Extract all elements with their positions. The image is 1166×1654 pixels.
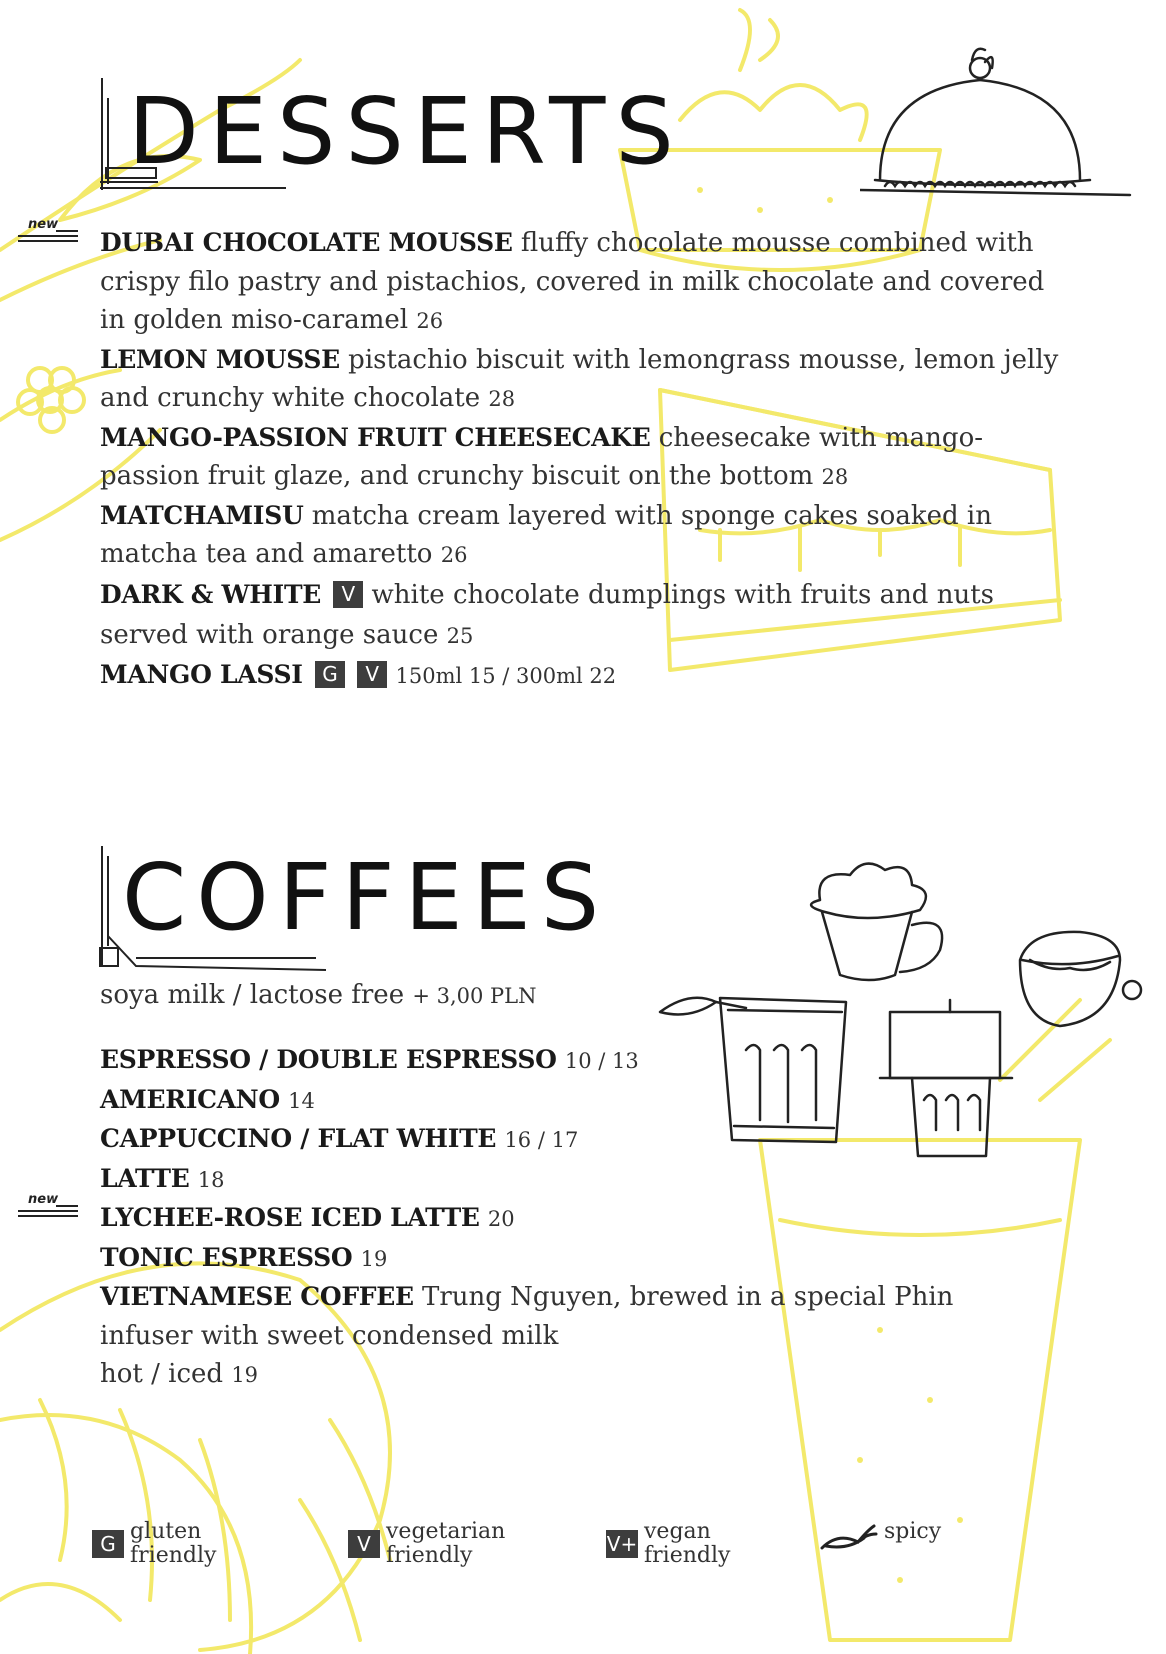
coffee-item (100, 1081, 1020, 1121)
item-desc: cheesecake with mango-passion fruit glaze, and crunchy biscuit on the bottom (100, 422, 984, 491)
vegan-badge: V+ (606, 1532, 638, 1556)
item-variants: hot / iced (100, 1359, 224, 1389)
vegetarian-badge: V (357, 661, 387, 688)
gluten-badge: G (92, 1530, 124, 1558)
vegetarian-badge: V (333, 581, 363, 608)
item-name: MANGO-PASSION FRUIT CHEESECAKE (100, 422, 651, 452)
item-name: LATTE (100, 1163, 190, 1193)
item-name: LYCHEE-ROSE ICED LATTE (100, 1203, 480, 1232)
item-desc: pistachio biscuit with lemongrass mousse, lemon jelly and crunchy white chocolate (100, 344, 1059, 413)
coffee-item (100, 1278, 1020, 1395)
item-desc: matcha cream layered with sponge cakes soaked in matcha tea and amaretto (100, 500, 992, 569)
dessert-item (100, 419, 1075, 497)
dessert-item (28, 217, 1075, 341)
coffee-item (100, 1239, 1020, 1279)
item-price: 25 (446, 623, 474, 648)
item-price: 19 (360, 1246, 388, 1271)
dessert-item (100, 341, 1075, 419)
item-price: 26 (440, 543, 468, 567)
item-name: DUBAI CHOCOLATE MOUSSE (100, 228, 513, 257)
desserts-list (28, 217, 1075, 695)
new-icon (16, 216, 82, 250)
new-icon (16, 1191, 82, 1225)
item-desc: fluffy chocolate mousse combined with crispy filo pastry and pistachios, covered in milk chocolate and covered in golden miso-caramel (100, 228, 1045, 335)
item-price: 18 (197, 1167, 225, 1192)
item-desc: Trung Nguyen, brewed in a special Phin infuser with sweet condensed milk (100, 1282, 954, 1351)
item-desc: white chocolate dumplings with fruits and nuts served with orange sauce (100, 579, 994, 650)
item-name: MANGO LASSI (100, 659, 303, 689)
legend-label: vegetarian friendly (386, 1519, 506, 1568)
gluten-badge: G (315, 661, 345, 688)
legend-gluten (92, 1520, 290, 1568)
cloche-illustration (860, 40, 1140, 210)
milk-note (100, 980, 537, 1010)
chili-icon (818, 1520, 880, 1554)
item-name: AMERICANO (100, 1084, 280, 1114)
desserts-title: DESSERTS (128, 78, 684, 185)
milk-note-price: + 3,00 PLN (412, 984, 537, 1008)
coffees-list (28, 1041, 1020, 1395)
coffee-item (100, 1160, 1020, 1200)
vegetarian-badge: V (348, 1530, 380, 1558)
item-price: 20 (487, 1207, 515, 1231)
item-price: 150ml 15 / 300ml 22 (395, 663, 617, 688)
legend-label: vegan friendly (644, 1519, 731, 1568)
coffee-item (28, 1192, 1020, 1239)
item-name: DARK & WHITE (100, 579, 322, 609)
legend-label: gluten friendly (130, 1519, 217, 1568)
coffee-item (100, 1041, 1020, 1081)
svg-text:new: new (28, 217, 59, 232)
item-name: ESPRESSO / DOUBLE ESPRESSO (100, 1045, 557, 1074)
item-name: CAPPUCCINO / FLAT WHITE (100, 1124, 497, 1153)
coffee-item (100, 1120, 1020, 1160)
legend-spicy (818, 1520, 964, 1554)
legend-label: spicy (884, 1519, 942, 1544)
milk-note-text: soya milk / lactose free (100, 980, 405, 1010)
item-price: 19 (231, 1363, 259, 1387)
item-price: 14 (288, 1088, 315, 1113)
item-name: VIETNAMESE COFFEE (100, 1282, 414, 1311)
item-price: 26 (416, 309, 444, 333)
svg-text:new: new (28, 1192, 59, 1207)
item-name: TONIC ESPRESSO (100, 1242, 353, 1272)
item-price: 28 (488, 387, 516, 411)
item-price: 16 / 17 (504, 1128, 579, 1152)
item-name: LEMON MOUSSE (100, 344, 340, 374)
coffees-title: COFFEES (122, 844, 610, 951)
dessert-item (100, 656, 1075, 696)
item-name: MATCHAMISU (100, 500, 304, 530)
item-price: 10 / 13 (564, 1049, 639, 1073)
dessert-item (100, 497, 1075, 575)
legend-vegan (606, 1520, 744, 1568)
dessert-item (100, 575, 1075, 656)
legend-vegetarian (348, 1520, 516, 1568)
item-price: 28 (821, 465, 849, 489)
